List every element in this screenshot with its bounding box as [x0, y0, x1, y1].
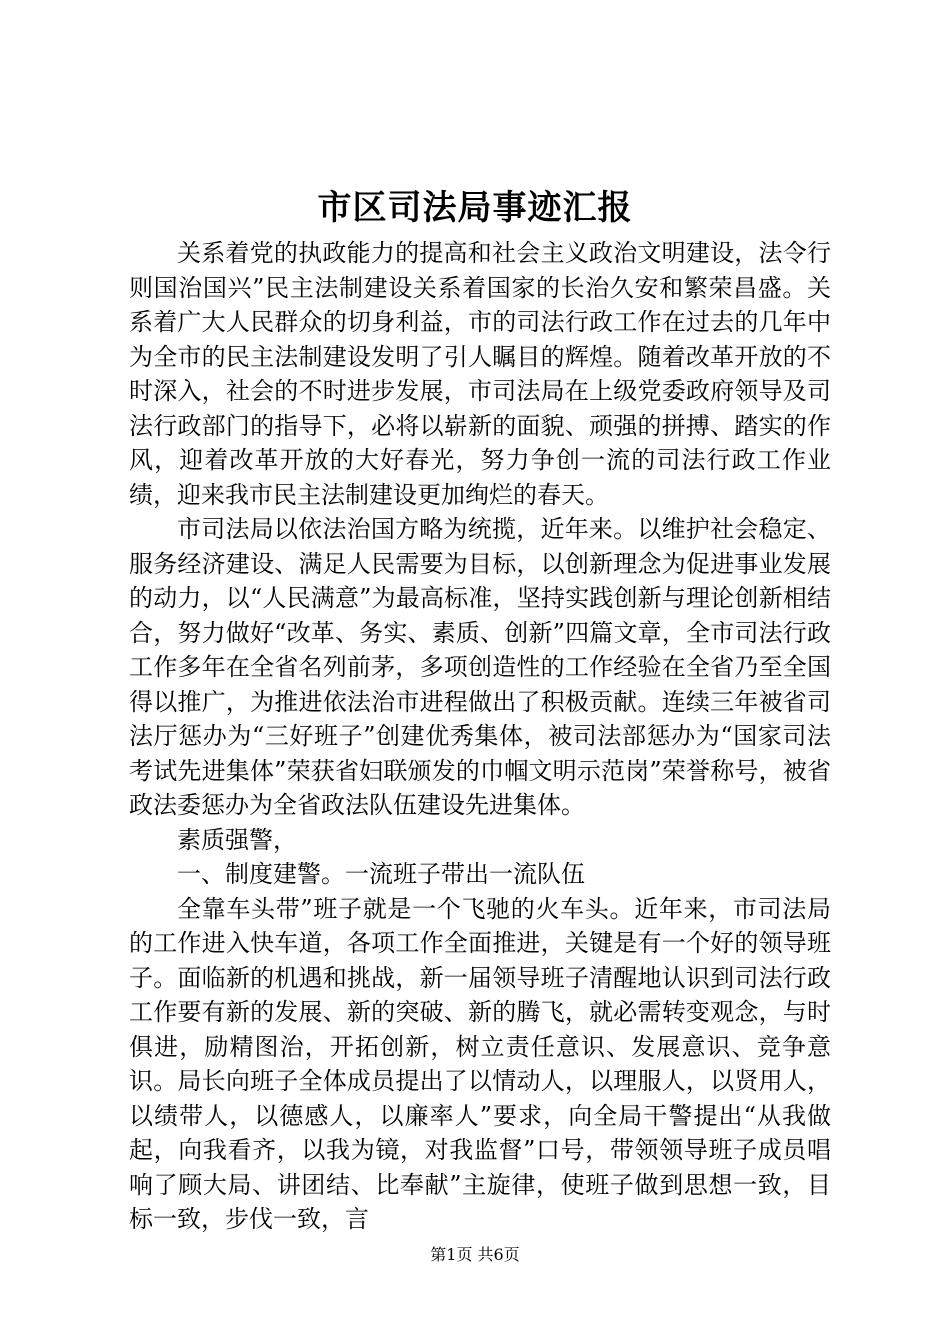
- paragraph-heading-quality: 素质强警，: [177, 825, 297, 854]
- page-number-footer: 第1页 共6页: [430, 1245, 520, 1264]
- paragraph-leadership: 全靠车头带”班子就是一个飞驰的火车头。近年来，市司法局的工作进入快车道，各项工作全面推进，关键是有一个好的领导班子。面临新的机遇和挑战，新一届领导班子清醒地认识到司法行政工作要有新的发展、新的突破、新的腾飞，就必需转变观念，与时俱进，励精图治，开拓创新，树立责任意识、发展意识、竞争意识。局长向班子全体成员提出了以情动人，以理服人，以贤用人，以绩带人，以德感人，以廉率人”要求，向全局干警提出“从我做起，向我看齐，以我为镜，对我监督”口号，带领领导班子成员唱响了顾大局、讲团结、比奉献”主旋律，使班子做到思想一致，目标一致，步伐一致，言: [129, 894, 831, 1233]
- document-body: [129, 236, 831, 1237]
- section-heading-system: 一、制度建警。一流班子带出一流队伍: [177, 860, 585, 888]
- paragraph-intro: 关系着党的执政能力的提高和社会主义政治文明建设，法令行则国治国兴”民主法制建设关系着国家的长治久安和繁荣昌盛。关系着广大人民群众的切身利益，市的司法行政工作在过去的几年中为全市的民主法制建设发明了引人瞩目的辉煌。随着改革开放的不时深入，社会的不时进步发展，市司法局在上级党委政府领导及司法行政部门的指导下，必将以崭新的面貌、顽强的拼搏、踏实的作风，迎着改革开放的大好春光，努力争创一流的司法行政工作业绩，迎来我市民主法制建设更加绚烂的春天。: [129, 239, 831, 509]
- paragraph-achievements: 市司法局以依法治国方略为统揽，近年来。以维护社会稳定、服务经济建设、满足人民需要为目标，以创新理念为促进事业发展的动力，以“人民满意”为最高标准，坚持实践创新与理论创新相结合，努力做好“改革、务实、素质、创新”四篇文章，全市司法行政工作多年在全省名列前茅，多项创造性的工作经验在全省乃至全国得以推广，为推进依法治市进程做出了积极贡献。连续三年被省司法厅惩办为“三好班子”创建优秀集体，被司法部惩办为“国家司法考试先进集体”荣获省妇联颁发的巾帼文明示范岗”荣誉称号，被省政法委惩办为全省政法队伍建设先进集体。: [129, 515, 831, 819]
- page-title: 市区司法局事迹汇报: [317, 188, 633, 228]
